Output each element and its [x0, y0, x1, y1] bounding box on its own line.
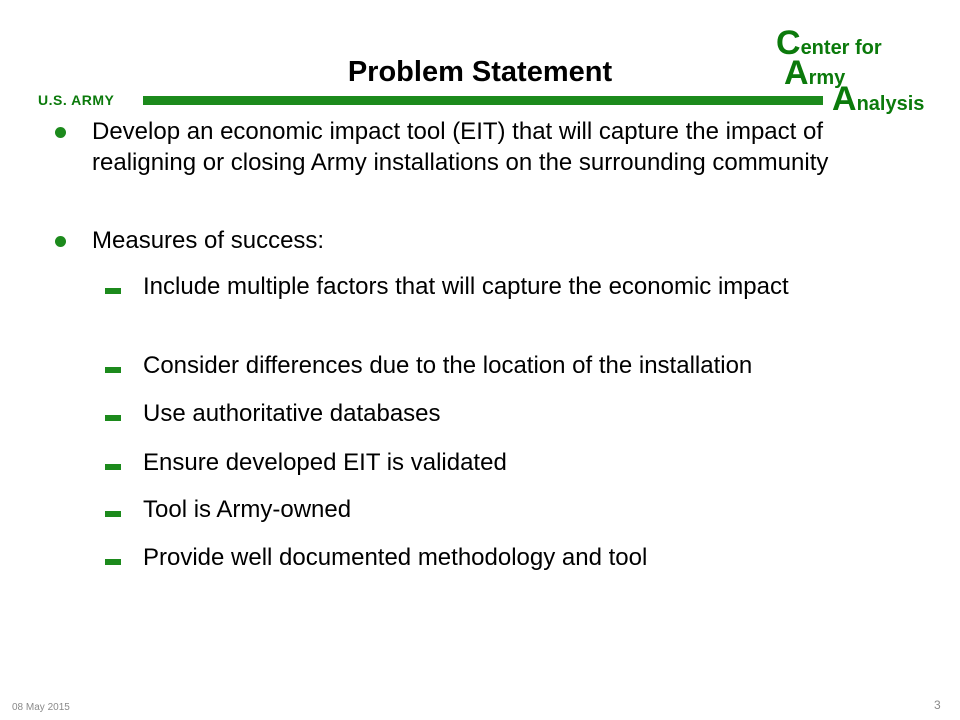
- logo-text-center-for: enter for: [800, 37, 882, 59]
- bullet-item: Measures of success:: [92, 227, 325, 254]
- logo-text-army: rmy: [808, 67, 846, 89]
- sub-bullet-item: Include multiple factors that will capture the economic impact: [143, 273, 789, 300]
- bullet-dot: [55, 236, 66, 247]
- logo-initial-a2: A: [832, 80, 857, 118]
- sub-bullet-item: Tool is Army-owned: [143, 496, 352, 523]
- sub-bullet-item: Provide well documented methodology and tool: [143, 544, 648, 571]
- sub-bullet-item: Consider differences due to the location of the installation: [143, 352, 753, 379]
- sub-bullet-item: Use authoritative databases: [143, 400, 441, 427]
- sub-bullet-dash: [105, 367, 121, 373]
- sub-bullet-dash: [105, 511, 121, 517]
- title-underline-bar: [143, 96, 823, 105]
- sub-bullet-dash: [105, 288, 121, 294]
- sub-bullet-dash: [105, 464, 121, 470]
- us-army-label: U.S. ARMY: [38, 92, 115, 108]
- slide-title: Problem Statement: [347, 56, 613, 88]
- logo-text-analysis: nalysis: [856, 93, 925, 115]
- logo-line-3: [832, 82, 924, 116]
- footer-date: 08 May 2015: [12, 702, 70, 713]
- bullet-dot: [55, 127, 66, 138]
- bullet-item: Develop an economic impact tool (EIT) that will capture the impact of realigning or closing Army installations on the surrounding community: [92, 118, 829, 176]
- logo-initial-a: A: [784, 54, 809, 92]
- sub-bullet-dash: [105, 559, 121, 565]
- sub-bullet-item: Ensure developed EIT is validated: [143, 449, 507, 476]
- page-number: 3: [934, 698, 941, 712]
- logo-initial-c: C: [776, 24, 801, 62]
- center-for-army-analysis-logo: [776, 26, 946, 116]
- sub-bullet-dash: [105, 415, 121, 421]
